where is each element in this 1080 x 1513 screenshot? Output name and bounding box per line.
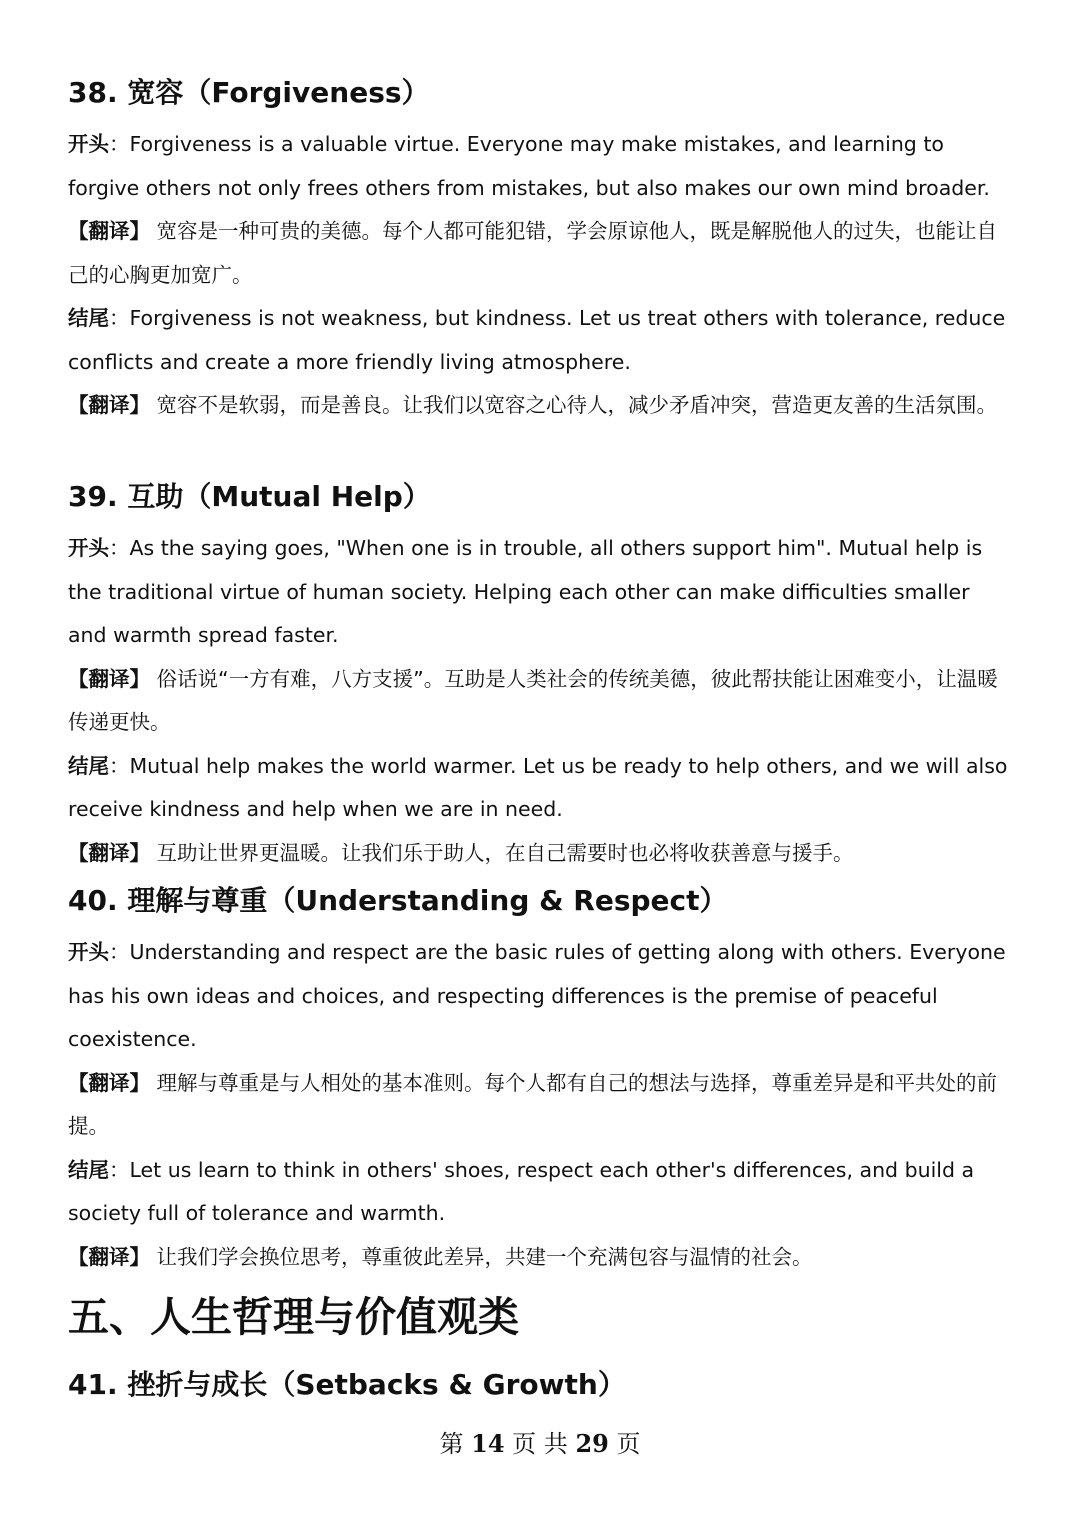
translation-label: 【翻译】 [68,1244,150,1269]
translation-text: 理解与尊重是与人相处的基本准则。每个人都有自己的想法与选择，尊重差异是和平共处的前提。 [68,1070,998,1138]
closing-text: ：Mutual help makes the world warmer. Let us be ready to help others, and we will also receive kindness and help when we are in need. [68,753,1008,821]
translation-label: 【翻译】 [68,840,150,865]
footer-middle: 页 共 [512,1430,568,1458]
chapter-title: 五、人生哲理与价值观类 [68,1293,519,1341]
closing-translation [68,832,1013,876]
closing-label: 结尾 [68,306,109,330]
chapter-heading-block [68,1289,1013,1345]
opening-translation [68,658,1013,745]
closing-label: 结尾 [68,753,109,778]
opening-label: 开头 [68,940,109,964]
closing-label: 结尾 [68,1157,109,1182]
opening-translation [68,1062,1013,1149]
section-39 [68,477,1013,517]
section-38 [68,73,1013,113]
total-page-number: 29 [575,1429,609,1458]
translation-text: 宽容不是软弱，而是善良。让我们以宽容之心待人，减少矛盾冲突，营造更友善的生活氛围。 [150,393,998,417]
opening-translation [68,210,1013,297]
opening-text: ：Forgiveness is a valuable virtue. Everyone may make mistakes, and learning to forgive others not only frees others from mistakes, but also makes our own mind broader. [68,132,990,200]
closing-translation [68,1236,1013,1280]
section-41 [68,1365,1013,1405]
opening-paragraph [68,527,1013,658]
section-title: 38. 宽容（Forgiveness） [68,76,430,109]
closing-text: ：Forgiveness is not weakness, but kindness. Let us treat others with tolerance, reduce conflicts and create a more friendly living atmosphere. [68,306,1006,374]
closing-paragraph [68,297,1013,384]
page-footer [0,1428,1080,1460]
section-38-body [68,123,1013,428]
opening-text: ：Understanding and respect are the basic rules of getting along with others. Everyone has his own ideas and choices, and respecting differences is the premise of peaceful coexistence. [68,940,1006,1051]
section-title: 41. 挫折与成长（Setbacks & Growth） [68,1368,626,1401]
opening-label: 开头 [68,132,109,156]
translation-text: 宽容是一种可贵的美德。每个人都可能犯错，学会原谅他人，既是解脱他人的过失，也能让自己的心胸更加宽广。 [68,219,998,287]
closing-paragraph [68,745,1013,832]
section-40 [68,881,1013,921]
current-page-number: 14 [471,1429,505,1458]
footer-suffix: 页 [616,1430,641,1458]
translation-label: 【翻译】 [68,666,150,691]
opening-paragraph [68,931,1013,1062]
translation-label: 【翻译】 [68,219,150,243]
section-title: 39. 互助（Mutual Help） [68,480,431,513]
section-39-body [68,527,1013,875]
footer-prefix: 第 [439,1430,464,1458]
opening-text: ：As the saying goes, "When one is in trouble, all others support him". Mutual help is the traditional virtue of human society. Helping each other can make difficulties smaller and warmth spread faster. [68,536,983,647]
translation-text: 让我们学会换位思考，尊重彼此差异，共建一个充满包容与温情的社会。 [150,1244,813,1269]
closing-text: ：Let us learn to think in others' shoes, respect each other's differences, and build a society full of tolerance and warmth. [68,1157,975,1225]
translation-label: 【翻译】 [68,393,150,417]
closing-paragraph [68,1149,1013,1236]
opening-label: 开头 [68,536,109,560]
translation-label: 【翻译】 [68,1070,150,1095]
section-title: 40. 理解与尊重（Understanding & Respect） [68,884,728,917]
section-40-body [68,931,1013,1279]
opening-paragraph [68,123,1013,210]
translation-text: 互助让世界更温暖。让我们乐于助人，在自己需要时也必将收获善意与援手。 [150,840,854,865]
closing-translation [68,384,1013,428]
translation-text: 俗话说“一方有难，八方支援”。互助是人类社会的传统美德，彼此帮扶能让困难变小，让温暖传递更快。 [68,666,998,734]
